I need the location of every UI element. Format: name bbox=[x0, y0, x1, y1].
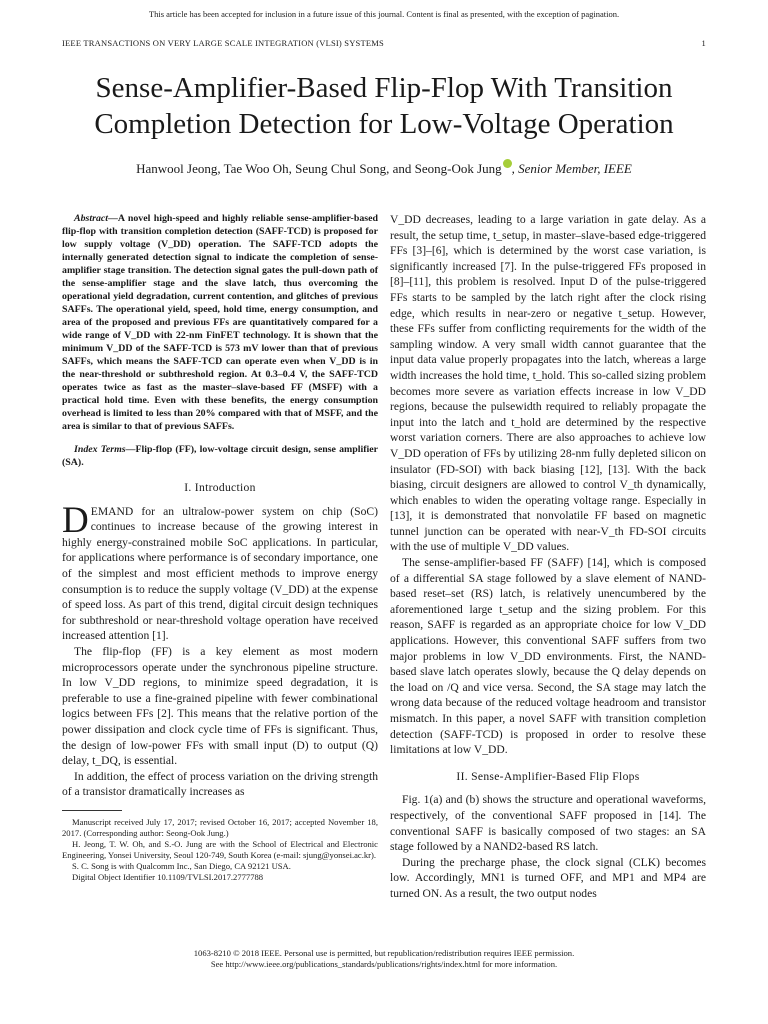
intro-paragraph-1 bbox=[62, 499, 378, 644]
drop-cap: D bbox=[62, 499, 89, 541]
author-line bbox=[40, 159, 728, 177]
index-terms-text: Flip-flop (FF), low-voltage circuit design, sense amplifier (SA). bbox=[62, 444, 379, 468]
section-heading-introduction: I. Introduction bbox=[184, 481, 256, 494]
orcid-icon[interactable] bbox=[503, 159, 512, 168]
index-terms-label: Index Terms— bbox=[74, 444, 136, 455]
footnotes bbox=[62, 817, 378, 883]
index-terms bbox=[62, 443, 378, 469]
acceptance-notice: This article has been accepted for inclusion in a future issue of this journal. Content is final as presented, with the exception of pagination. bbox=[148, 9, 620, 19]
copyright-notice bbox=[0, 948, 768, 970]
footnote-manuscript: Manuscript received July 17, 2017; revised October 16, 2017; accepted November 18, 2017. (Corresponding author: Seong-Ook Jung.) bbox=[62, 816, 378, 838]
intro-paragraph-1-text: EMAND for an ultralow-power system on chip (SoC) continues to increase because of the growing interest in highly energy-constrained mobile SoC applications. In particular, for applications where performance is of secondary importance, one of the simplest and most efficient methods to improve energy consumption is to reduce the supply voltage (V_DD) at the expense of speed loss. As part of this trend, digital circuit design techniques for subthreshold or near-threshold voltage operation have received increased attention [1]. bbox=[62, 504, 378, 643]
title-line-1: Sense-Amplifier-Based Flip-Flop With Transition bbox=[95, 72, 673, 104]
paper-title bbox=[40, 70, 728, 142]
abstract-text: A novel high-speed and highly reliable sense-amplifier-based flip-flop with transition completion detection (SAFF-TCD) is proposed for low supply voltage (V_DD) operation. The SAFF-TCD adopts the internally generated detection signal to indicate the completion of sense-amplifier stage transition. The detection signal gates the pull-down path of the sense-amplifier stage and the slave latch, thus overcoming the operational yield degradation, current contention, and glitches of previous SAFFs. The operational yield, speed, hold time, energy consumption, and area of the proposed and previous FFs are quantitatively compared for a wide range of V_DD with 22-nm FinFET technology. It is shown that the minimum V_DD of the SAFF-TCD is 573 mV lower than that of previous SAFFs, which means the SAFF-TCD can operate even when V_DD is in the near-threshold or subthreshold region. At 0.3–0.4 V, the SAFF-TCD operates twice as fast as the master–slave-based FF (MSFF) with a practical hold time. Even with these benefits, the energy consumption overhead is limited to less than 20% compared with that of MSFF, and the area is similar to that of previous SAFFs. bbox=[62, 213, 378, 432]
running-head bbox=[62, 38, 706, 48]
footnote-divider bbox=[62, 810, 122, 811]
abstract bbox=[62, 212, 378, 433]
abstract-label: Abstract— bbox=[74, 213, 118, 224]
footnote-affiliation-2: S. C. Song is with Qualcomm Inc., San Diego, CA 92121 USA. bbox=[72, 860, 291, 871]
body-paragraph-1: V_DD decreases, leading to a large variation in gate delay. As a result, the setup time, t_setup, in master–slave-based edge-triggered FFs [3]–[6], which is determined by the worst case variation, is significantly increased [7]. In the pulse-triggered FFs proposed in [8]–[11], this problem is resolved. Input D of the pulse-triggered FFs starts to be sampled by the latch right after the clock rising edge, which results in near-zero or negative t_setup. However, these FFs suffer from conflicting requirements for the width of the sampling window. A very small width cannot guarantee that the input data value properly propagates into the latch, whereas a large width increases the hold time, t_hold. This so-called sizing problem becomes more severe as variation effects increase in low V_DD regions, because the pulsewidth required to reliably propagate the input into the latch and t_hold are determined by the respective worst variation corners. There are also approaches to achieve low V_DD operation of FFs by utilizing 28-nm fully depleted silicon on insulator (FD-SOI) with back biasing [12], [13]. With the back biasing, circuit designers are allowed to control V_th dynamically, which enables to widen the operating voltage range. Especially in [13], it is demonstrated that nonvolatile FF based on magnetic tunnel junction can be operated with near-V_th FD-SOI circuits with the use of multiple V_DD values. bbox=[390, 213, 706, 554]
author-membership: , Senior Member, IEEE bbox=[511, 161, 632, 176]
body-paragraph-3: Fig. 1(a) and (b) shows the structure and operational waveforms, respectively, of the conventional SAFF proposed in [14]. The conventional SAFF is basically composed of two stages: an SA stage followed by a NAND2-based RS latch. bbox=[390, 793, 706, 854]
intro-paragraph-2: The flip-flop (FF) is a key element as most modern microprocessors operate under the synchronous pipeline structure. In low V_DD regions, to minimize speed degradation, it is preferable to use a fine-grained pipeline with fewer combinational logics between FFs [2]. This means that the relative portion of the power dissipation and clock cycle time of FFs is significant. Thus, the design of low-power FFs with small input (D) to output (Q) delay, t_DQ, is essential. bbox=[62, 644, 378, 768]
footnote-affiliation-1: H. Jeong, T. W. Oh, and S.-O. Jung are with the School of Electrical and Electronic Engineering, Yonsei University, Seoul 120-749, South Korea (e-mail: sjung@yonsei.ac.kr). bbox=[62, 838, 378, 860]
right-column bbox=[390, 212, 706, 902]
footnote-doi: Digital Object Identifier 10.1109/TVLSI.2017.2777788 bbox=[72, 871, 264, 882]
copyright-line: 1063-8210 © 2018 IEEE. Personal use is permitted, but republication/redistribution requires IEEE permission. bbox=[193, 948, 575, 958]
body-paragraph-4: During the precharge phase, the clock signal (CLK) becomes low. Accordingly, MN1 is turned OFF, and MP1 and MP4 are turned ON. As a result, the two output nodes bbox=[390, 855, 706, 900]
intro-paragraph-3: In addition, the effect of process variation on the driving strength of a transistor dramatically increases as bbox=[62, 769, 378, 799]
page-number: 1 bbox=[701, 38, 706, 48]
body-paragraph-2: The sense-amplifier-based FF (SAFF) [14], which is composed of a differential SA stage followed by a slave element of NAND-based reset–set (RS) latch, is relatively unencumbered by the aforementioned large t_setup and the sizing problem. For this reason, SAFF is regarded as an appropriate choice for low V_DD applications. However, this conventional SAFF suffers from two major problems in low V_DD environments. First, the NAND-based slave latch operates slowly, because the Q delay depends on the load on /Q and vice versa. Second, the SA stage may latch the wrong data because of the reduced voltage headroom and transistor mismatch. In this paper, a novel SAFF with transition completion detection (SAFF-TCD) is proposed in order to resolve these limitations at low V_DD. bbox=[390, 556, 706, 757]
left-column bbox=[62, 212, 378, 883]
author-names: Hanwool Jeong, Tae Woo Oh, Seung Chul Song, and Seong-Ook Jung bbox=[136, 161, 502, 176]
title-line-2: Completion Detection for Low-Voltage Operation bbox=[94, 108, 674, 140]
section-heading-saff: II. Sense-Amplifier-Based Flip Flops bbox=[456, 769, 640, 783]
rights-link[interactable]: See http://www.ieee.org/publications_standards/publications/rights/index.html for more information. bbox=[210, 959, 558, 969]
journal-name: IEEE TRANSACTIONS ON VERY LARGE SCALE INTEGRATION (VLSI) SYSTEMS bbox=[62, 38, 384, 48]
